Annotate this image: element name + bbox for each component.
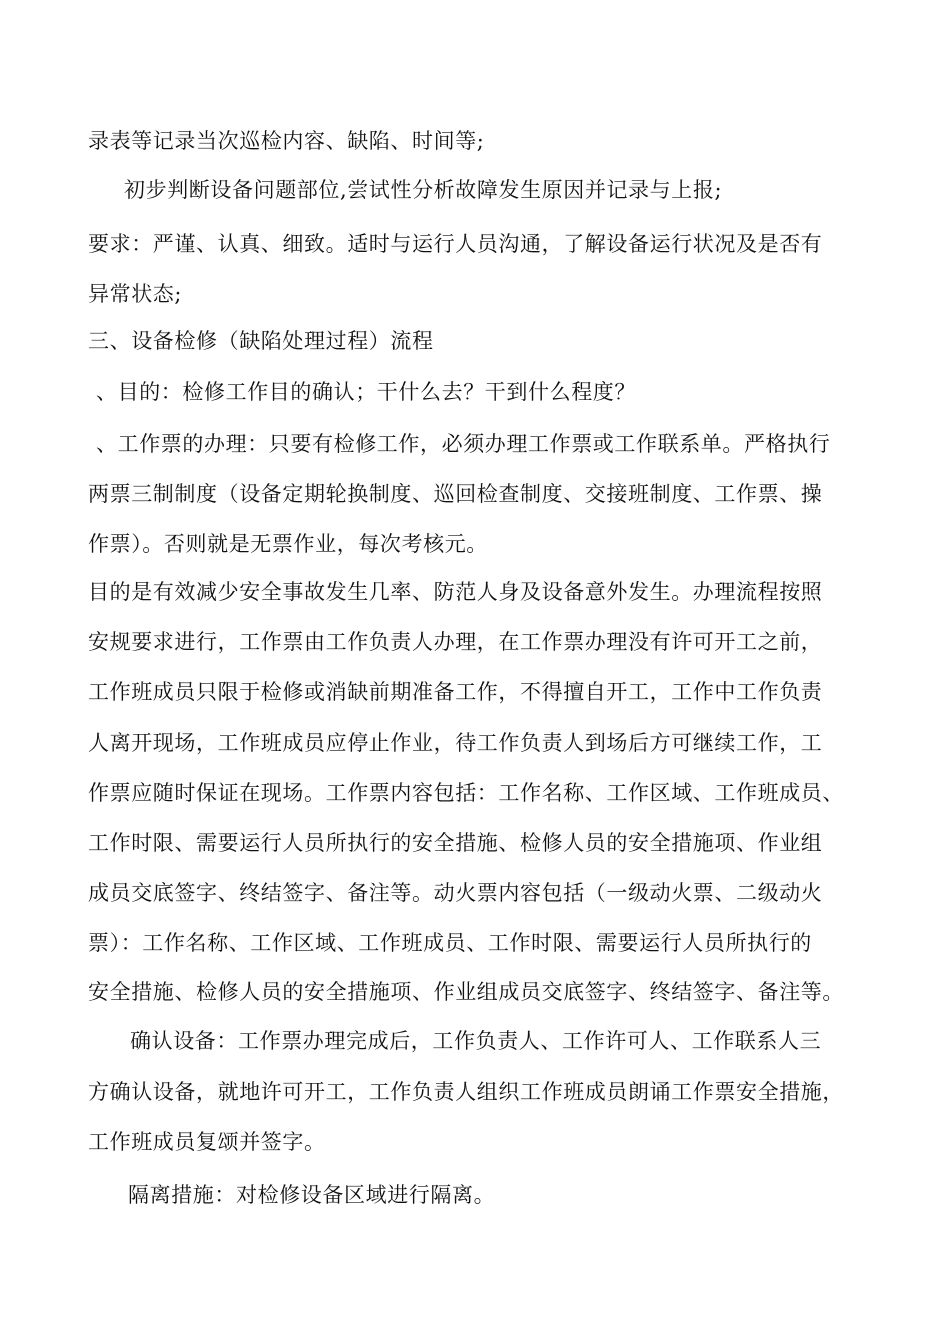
text-line-4: 异常状态; (88, 282, 183, 306)
text-line-12: 工作班成员只限于检修或消缺前期准备工作，不得擅自开工，工作中工作负责 (88, 680, 823, 704)
text-line-13: 人离开现场，工作班成员应停止作业，待工作负责人到场后方可继续工作，工 (88, 731, 823, 755)
text-line-21: 工作班成员复颂并签字。 (88, 1130, 326, 1154)
text-line-10: 目的是有效减少安全事故发生几率、防范人身及设备意外发生。办理流程按照 (88, 580, 823, 604)
text-line-9: 作票）。否则就是无票作业，每次考核元。 (88, 532, 488, 556)
text-line-3: 要求：严谨、认真、细致。适时与运行人员沟通，了解设备运行状况及是否有 (88, 232, 823, 256)
text-line-7: 、工作票的办理：只要有检修工作，必须办理工作票或工作联系单。严格执行 (96, 432, 831, 456)
text-line-6: 、目的：检修工作目的确认；干什么去？干到什么程度？ (96, 380, 636, 404)
text-line-11: 安规要求进行，工作票由工作负责人办理，在工作票办理没有许可开工之前， (88, 630, 823, 654)
text-line-17: 票）：工作名称、工作区域、工作班成员、工作时限、需要运行人员所执行的 (88, 931, 812, 955)
text-line-8: 两票三制制度（设备定期轮换制度、巡回检查制度、交接班制度、工作票、操 (88, 482, 823, 506)
text-line-22: 隔离措施：对检修设备区域进行隔离。 (128, 1183, 496, 1207)
text-line-2: 初步判断设备问题部位,尝试性分析故障发生原因并记录与上报; (124, 178, 723, 202)
text-line-14: 作票应随时保证在现场。工作票内容包括：工作名称、工作区域、工作班成员、 (88, 781, 844, 805)
text-line-15: 工作时限、需要运行人员所执行的安全措施、检修人员的安全措施项、作业组 (88, 831, 823, 855)
section-heading: 三、设备检修（缺陷处理过程）流程 (88, 329, 434, 353)
text-line-18: 安全措施、检修人员的安全措施项、作业组成员交底签字、终结签字、备注等。 (88, 980, 844, 1004)
text-line-19: 确认设备：工作票办理完成后，工作负责人、工作许可人、工作联系人三 (130, 1029, 822, 1053)
text-line-20: 方确认设备，就地许可开工，工作负责人组织工作班成员朗诵工作票安全措施， (88, 1080, 844, 1104)
text-line-1: 录表等记录当次巡检内容、缺陷、时间等; (88, 129, 485, 153)
text-line-16: 成员交底签字、终结签字、备注等。动火票内容包括（一级动火票、二级动火 (88, 881, 823, 905)
